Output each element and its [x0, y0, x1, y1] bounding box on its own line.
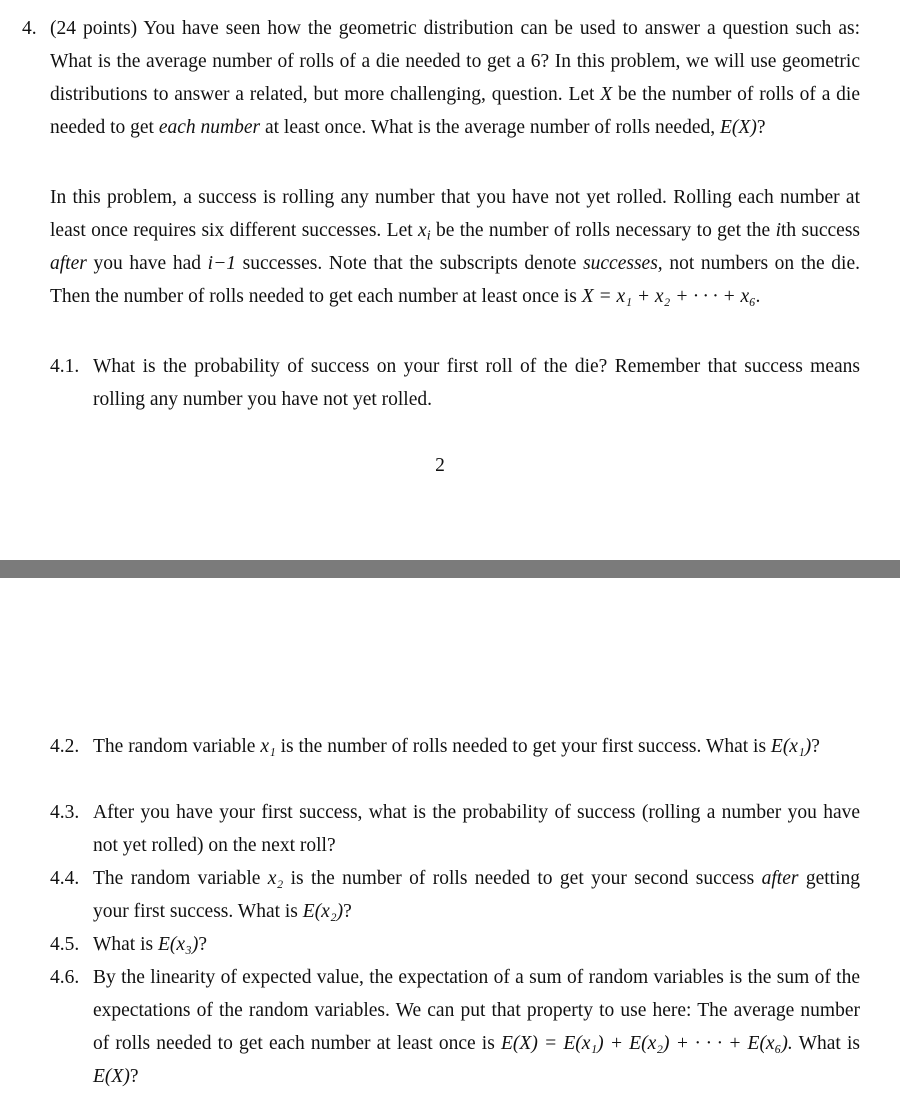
problem-number: 4.	[22, 18, 37, 39]
q42-text-1: The random variable	[93, 736, 261, 757]
page-divider-bar	[0, 560, 900, 578]
q45-text-2: ?	[198, 934, 207, 955]
para2-emphasis-after: after	[50, 253, 87, 274]
question-number: 4.6.	[50, 967, 80, 988]
para2-var-subscript: i	[426, 227, 431, 244]
intro-emphasis-each-number: each number	[158, 117, 261, 138]
intro-var-x: X	[600, 84, 613, 105]
q44-text-1: The random variable	[93, 868, 268, 889]
intro-expectation: E(X)	[720, 117, 757, 138]
q42-text-2: is the number of rolls needed to get your first success. What is	[275, 736, 771, 757]
q42-expectation: E(x₁)	[770, 736, 812, 757]
para2-var-i: i	[775, 220, 781, 241]
para2-text-6: not numbers on the die. Then the number of rolls needed to get each number at least once is	[50, 253, 861, 307]
q44-variable: x₂	[267, 868, 284, 889]
para2-text-4: you have had	[86, 253, 208, 274]
question-4-1	[50, 350, 860, 416]
page-separator	[0, 558, 900, 578]
question-number: 4.4.	[50, 868, 80, 889]
intro-text-2: be the number of rolls of a die needed to get	[50, 84, 860, 138]
question-4-3	[50, 796, 860, 862]
success-definition-paragraph	[50, 181, 860, 313]
question-4-5	[50, 928, 860, 961]
q44-text-4: ?	[343, 901, 352, 922]
para2-text-2: be the number of rolls necessary to get the	[430, 220, 776, 241]
q42-variable: x₁	[260, 736, 276, 757]
question-4-6	[50, 961, 860, 1093]
para2-emphasis-successes: successes,	[583, 253, 663, 274]
question-text: After you have your first success, what is the probability of success (rolling a number you have not yet rolled) on the next roll?	[93, 802, 860, 856]
question-number: 4.2.	[50, 736, 80, 757]
question-4-4	[50, 862, 860, 928]
q46-expectation: E(X)	[93, 1066, 130, 1087]
q44-text-2: is the number of rolls needed to get your second success	[283, 868, 762, 889]
page-number: 2	[435, 455, 445, 476]
question-4-2	[50, 730, 860, 763]
q44-emphasis-after: after	[761, 868, 799, 889]
para2-sum-formula: X = x₁ + x₂ + · · · + x₆.	[581, 286, 761, 307]
intro-text-3: at least once. What is the average number of rolls needed,	[260, 117, 720, 138]
para2-text-1: In this problem, a success is rolling any number that you have not yet rolled. Rolling each number at least once requires six different successes. Let	[50, 187, 860, 241]
question-text: What is the probability of success on your first roll of the die? Remember that success means rolling any number you have not yet rolled.	[93, 356, 860, 410]
intro-text-1: (24 points) You have seen how the geometric distribution can be used to answer a question such as: What is the average number of rolls of a die needed to get a 6? In this problem, we will use geometric distributions to answer a related, but more challenging, question. Let	[50, 18, 860, 105]
para2-i-minus-1: i−1	[207, 253, 236, 274]
q42-text-3: ?	[811, 736, 820, 757]
q44-text-3: getting your first success. What is	[93, 868, 860, 922]
q46-sum-formula: E(X) = E(x₁) + E(x₂) + · · · + E(x₆).	[501, 1033, 793, 1054]
q45-expectation: E(x₃)	[157, 934, 199, 955]
q44-expectation: E(x₂)	[302, 901, 344, 922]
para2-text-5: successes. Note that the subscripts denote	[235, 253, 584, 274]
para2-var-x: x	[418, 220, 427, 241]
q45-text-1: What is	[93, 934, 158, 955]
document-page-2	[0, 578, 900, 1104]
question-number: 4.3.	[50, 802, 80, 823]
question-number: 4.1.	[50, 356, 80, 377]
problem-intro-paragraph	[22, 12, 860, 144]
q46-text-3: ?	[129, 1066, 139, 1087]
q46-text-2: What is	[792, 1033, 860, 1054]
question-number: 4.5.	[50, 934, 80, 955]
para2-text-3: th success	[780, 220, 860, 241]
q46-text-1: By the linearity of expected value, the expectation of a sum of random variables is the sum of the expectations of the random variables. We can put that property to use here: The average number of rolls needed to get each number at least once is	[93, 967, 860, 1054]
intro-text-4: ?	[756, 117, 766, 138]
